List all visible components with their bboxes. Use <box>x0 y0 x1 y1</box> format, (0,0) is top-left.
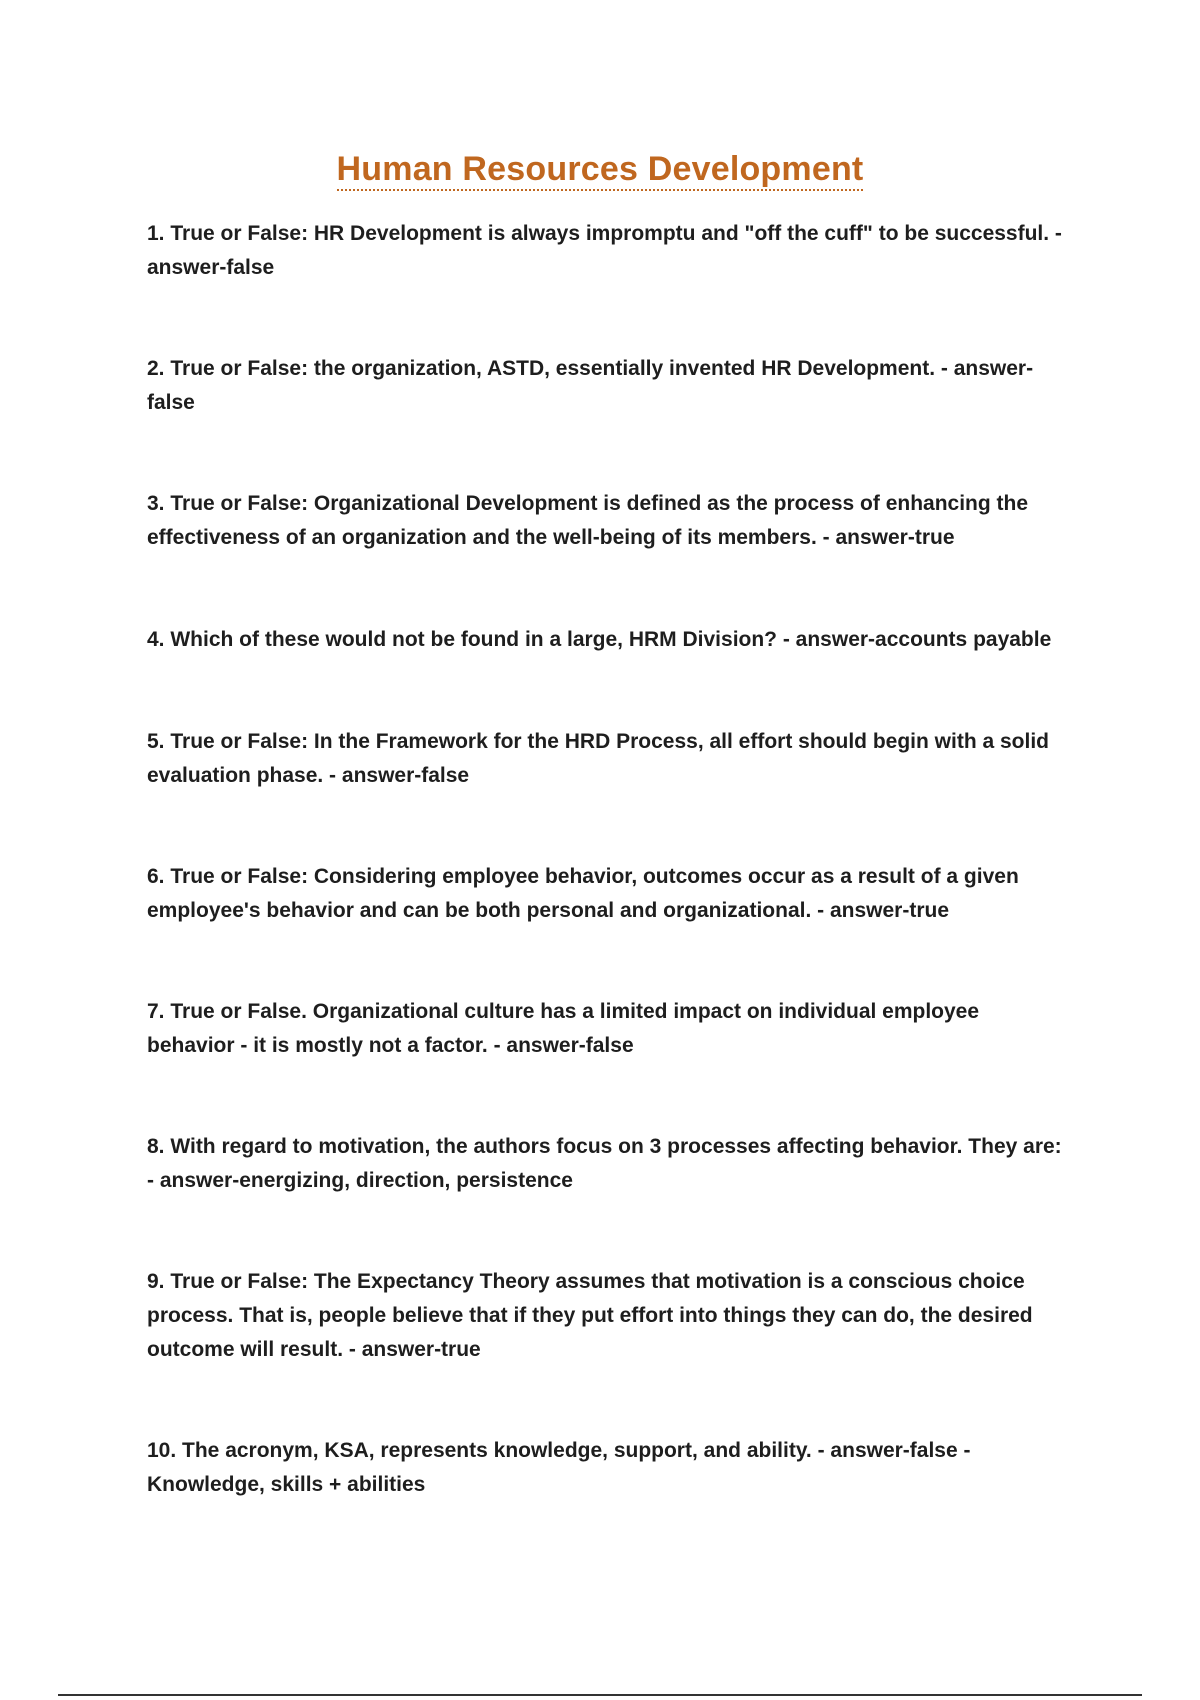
document-title <box>0 150 1200 189</box>
question-item-6: 6. True or False: Considering employee behavior, outcomes occur as a result of a given employee's behavior and can be both personal and organizational. - answer-true <box>147 865 1019 922</box>
question-item-8: 8. With regard to motivation, the authors focus on 3 processes affecting behavior. They are: - answer-energizing, direction, persistence <box>147 1135 1062 1192</box>
question-item-4: 4. Which of these would not be found in a large, HRM Division? - answer-accounts payable <box>147 628 1052 651</box>
question-item-10: 10. The acronym, KSA, represents knowledge, support, and ability. - answer-false - Knowledge, skills + abilities <box>147 1439 971 1496</box>
question-item-1: 1. True or False: HR Development is always impromptu and "off the cuff" to be successful. - answer-false <box>147 222 1062 279</box>
question-item-9: 9. True or False: The Expectancy Theory assumes that motivation is a conscious choice process. That is, people believe that if they put effort into things they can do, the desired outcome will result. - answer-true <box>147 1270 1033 1361</box>
footer-divider <box>58 1694 1142 1696</box>
document-title-text: Human Resources Development <box>337 150 864 191</box>
question-item-5: 5. True or False: In the Framework for the HRD Process, all effort should begin with a solid evaluation phase. - answer-false <box>147 730 1049 787</box>
question-item-2: 2. True or False: the organization, ASTD, essentially invented HR Development. - answer-false <box>147 357 1034 414</box>
question-item-3: 3. True or False: Organizational Development is defined as the process of enhancing the effectiveness of an organization and the well-being of its members. - answer-true <box>147 492 1029 549</box>
question-item-7: 7. True or False. Organizational culture has a limited impact on individual employee behavior - it is mostly not a factor. - answer-false <box>147 1000 980 1057</box>
